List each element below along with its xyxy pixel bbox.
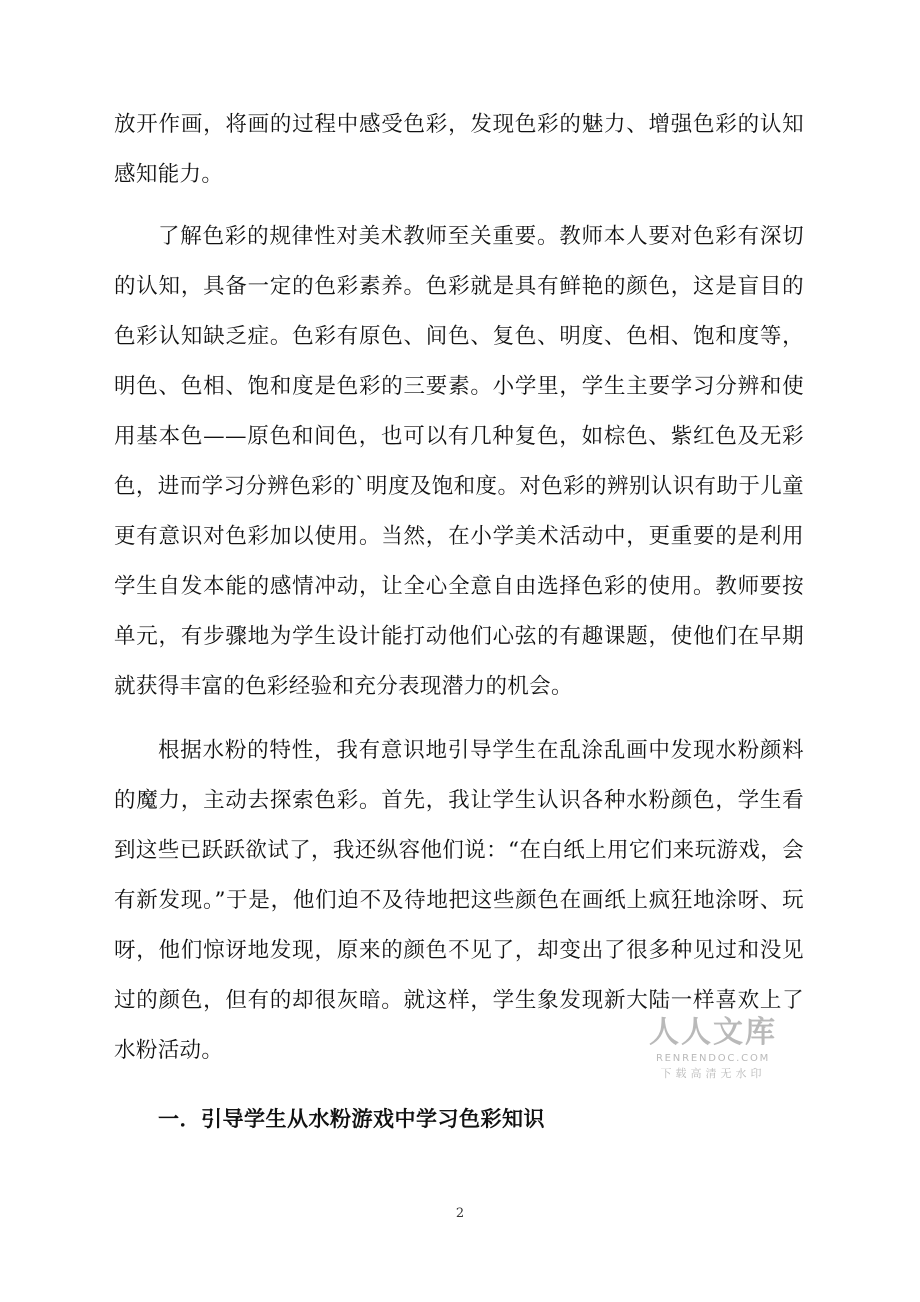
- document-body: [114, 100, 804, 1144]
- page-number: 2: [455, 1206, 465, 1221]
- watermark-title: 人人文库: [649, 1015, 777, 1050]
- paragraph-1: 放开作画，将画的过程中感受色彩，发现色彩的魅力、增强色彩的认知感知能力。: [114, 112, 804, 187]
- paragraph-3: 根据水粉的特性，我有意识地引导学生在乱涂乱画中发现水粉颜料的魔力，主动去探索色彩。首先，我让学生认识各种水粉颜色，学生看到这些已跃跃欲试了，我还纵容他们说：“在白纸上用它们来玩游戏，会有新发现。”于是，他们迫不及待地把这些颜色在画纸上疯狂地涂呀、玩呀，他们惊讶地发现，原来的颜色不见了，却变出了很多种见过和没见过的颜色，但有的却很灰暗。就这样，学生象发现新大陆一样喜欢上了水粉活动。: [114, 738, 804, 1063]
- watermark-site: RENRENDOC.COM: [655, 1053, 771, 1064]
- watermark-logo: [648, 1015, 778, 1080]
- section-heading: 一．引导学生从水粉游戏中学习色彩知识: [158, 1107, 545, 1131]
- watermark-tagline: 下载高清无水印: [660, 1067, 766, 1080]
- paragraph-2: 了解色彩的规律性对美术教师至关重要。教师本人要对色彩有深切的认知，具备一定的色彩素养。色彩就是具有鲜艳的颜色，这是盲目的色彩认知缺乏症。色彩有原色、间色、复色、明度、色相、饱和度等，明色、色相、饱和度是色彩的三要素。小学里，学生主要学习分辨和使用基本色——原色和间色，也可以有几种复色，如棕色、紫红色及无彩色，进而学习分辨色彩的`明度及饱和度。对色彩的辨别认识有助于儿童更有意识对色彩加以使用。当然，在小学美术活动中，更重要的是利用学生自发本能的感情冲动，让全心全意自由选择色彩的使用。教师要按单元，有步骤地为学生设计能打动他们心弦的有趣课题，使他们在早期就获得丰富的色彩经验和充分表现潜力的机会。: [114, 224, 804, 699]
